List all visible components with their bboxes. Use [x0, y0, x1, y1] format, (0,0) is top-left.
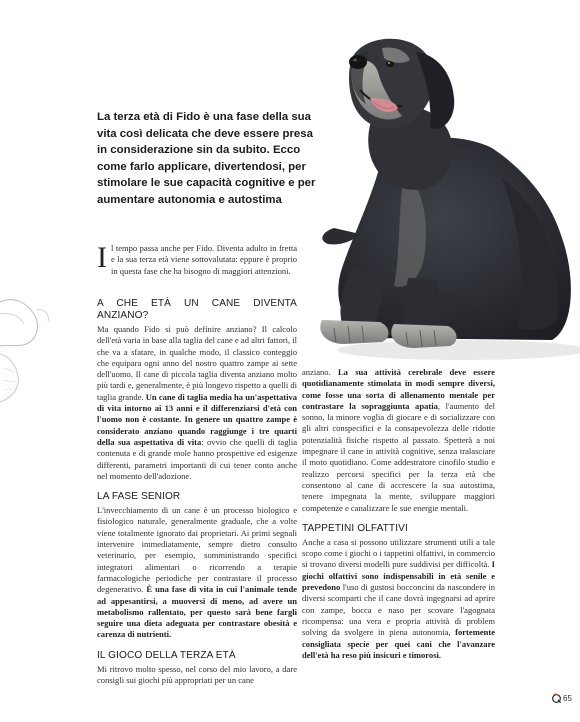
lead-paragraph: La terza età di Fido è una fase della sua vita così delicata che deve essere presa in considerazione sin da subito. Ecco come farlo applicare, divertendosi, per stimolare le sue capacità cognitive e per aumentare autonomia e autostima [97, 111, 316, 206]
page-folio [551, 693, 572, 704]
body-text: , l'aumento del sonno, la minore voglia di giocare e di socializzare con gli altri conspecifici e la consapevolezza delle ridotte potenzialità fisiche rispetto al passato. Spetterà a noi impegnare il cane in attività cognitive, senza tralasciare il moto quotidiano. Come addestratore cinofilo studio e realizzo percorsi specifici per la terza età che consentono al cane di accrescere la sua autostima, tenere impegnata la mente, sviluppare maggiori competenze e canalizzare le sue energie mentali. [302, 400, 495, 513]
article-column-right [302, 367, 495, 661]
article-column-left [97, 243, 297, 686]
body-text: l'uso di gustosi bocconcini da nascondere in diversi scomparti che il cane dovrà ingegnarsi ad aprire con zampe, bocca e naso per scovare l'agognata ricompensa: una vera e propria attività di problem solving da svolgere in piena autonomia, [302, 582, 495, 638]
section-body-play-start [97, 664, 297, 687]
section-heading-play: IL GIOCO DELLA TERZA ETÀ [97, 649, 236, 661]
body-text: Anche a casa si possono utilizzare strumenti utili a tale scopo come i giochi o i tappetini olfattivi, in commercio si trovano diversi modelli pure suddivisi per difficoltà. [302, 536, 495, 570]
body-bold-text: I giochi olfattivi sono indispensabili in età senile e prevedono [302, 559, 495, 593]
section-body-play-cont [302, 367, 495, 514]
section-heading-mats: TAPPETINI OLFATTIVI [302, 522, 408, 534]
intro-text: l tempo passa anche per Fido. Diventa adulto in fretta e la sua terza età viene sottovalutata: eppure è proprio in questa fase che ha bisogno di maggiori attenzioni. [111, 243, 297, 276]
body-text: anziano. [302, 367, 338, 377]
body-bold-text: fortemente consigliata specie per quei cani che l'avanzare dell'età ha reso più insicuri e timorosi. [302, 627, 495, 660]
intro-paragraph [97, 243, 297, 289]
body-bold-text: Un cane di taglia media ha un'aspettativa di vita intorno ai 13 anni e il differenziarsi d'età con l'uomo non è costante. In genere un quattro zampe è considerato anziano quando raggiunge i tre quarti della sua aspettativa di vita [97, 391, 297, 447]
page-number: 65 [563, 694, 572, 703]
magazine-logo-icon [551, 693, 562, 704]
body-bold-text: È una fase di vita in cui l'animale tende ad appesantirsi, a muoversi di meno, ad avere un metabolismo rallentato, per questo sarà bene fargli seguire una dieta adeguata per contrastare obesità e carenza di nutrienti. [97, 584, 297, 640]
section-body-age [97, 324, 297, 482]
section-heading-senior: LA FASE SENIOR [97, 491, 181, 503]
section-body-mats [302, 537, 495, 661]
section-heading-age: A CHE ETÀ UN CANE DIVENTA ANZIANO? [97, 298, 297, 321]
body-text: L'invecchiamento di un cane è un processo biologico e fisiologico naturale, generalmente graduale, che a volte viene totalmente ignorato dai proprietari. Ai primi segnali intervenire immediatamente, sempre dietro consulto veterinario, per esempio, somministrando specifici integratori alimentari o ricorrendo a terapie farmacologiche periodiche per contrastare il processo degenerativo. [97, 505, 297, 595]
body-text: Mi ritrovo molto spesso, nel corso del mio lavoro, a dare consigli sui giochi più appropriati per un cane [97, 663, 297, 686]
section-body-senior [97, 505, 297, 641]
drop-cap: I [97, 241, 107, 274]
body-bold-text: La sua attività cerebrale deve essere quotidianamente stimolata in modi sempre diversi, come fosse una sorta di allenamento mentale per contrastare la sopraggiunta apatia [302, 367, 495, 411]
pencil-sketch-illustration [0, 284, 60, 414]
senior-dog-photo [312, 28, 580, 366]
body-text: Ma quando Fido si può definire anziano? Il calcolo dell'età varia in base alla taglia del cane e ad altri fattori, il che va a sfatare, in qualche modo, il classico conteggio che equipara ogni anno del nostro quattro zampe ai sette dell'uomo. Il cane di piccola taglia diventa anziano molto più tardi e, generalmente, è più longevo rispetto a quelli di taglia grande. [97, 324, 297, 402]
body-text: : ovvio che quelli di taglia contenuta e di grande mole hanno prospettive ed esigenze differenti, parametri importanti di cui tener conto anche nel momento dell'adozione. [97, 436, 298, 481]
